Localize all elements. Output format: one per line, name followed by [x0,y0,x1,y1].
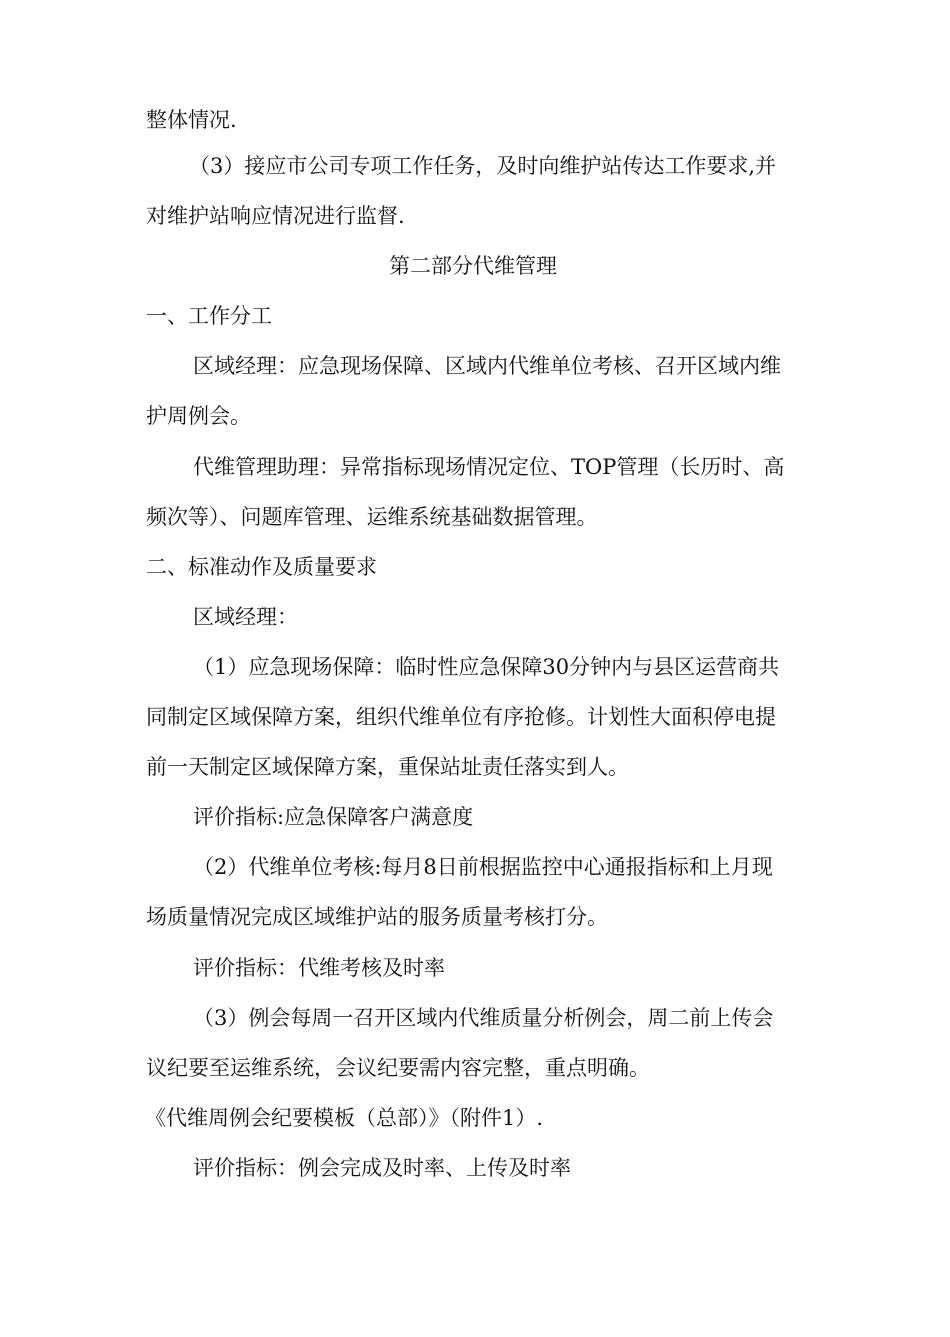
text-line: 评价指标：例会完成及时率、上传及时率 [193,1156,571,1180]
subsection-heading: 一、工作分工 [146,304,272,328]
text-line: 整体情况. [146,108,237,132]
text-line: 评价指标:应急保障客户满意度 [193,805,474,829]
text-line: 评价指标：代维考核及时率 [193,956,445,980]
text-line: （3）例会每周一召开区域内代维质量分析例会，周二前上传会 [193,1006,774,1030]
section-heading: 第二部分代维管理 [389,254,557,278]
subsection-heading: 二、标准动作及质量要求 [146,555,377,579]
text-line: 对维护站响应情况进行监督. [146,204,405,228]
text-line: （2）代维单位考核:每月8日前根据监控中心通报指标和上月现 [193,855,773,879]
text-line: 场质量情况完成区域维护站的服务质量考核打分。 [146,905,608,929]
text-line: （1）应急现场保障：临时性应急保障30分钟内与县区运营商共 [193,655,780,679]
text-line: 区域经理： [193,605,298,629]
text-line: 前一天制定区域保障方案，重保站址责任落实到人。 [146,755,629,779]
text-line: 频次等）、问题库管理、运维系统基础数据管理。 [146,505,598,529]
text-line: 护周例会。 [146,404,251,428]
text-line: 区域经理：应急现场保障、区域内代维单位考核、召开区域内维 [193,354,781,378]
text-line: （3）接应市公司专项工作任务，及时向维护站传达工作要求,并 [189,154,777,178]
text-line: 议纪要至运维系统，会议纪要需内容完整，重点明确。 [146,1056,650,1080]
text-line: 同制定区域保障方案，组织代维单位有序抢修。计划性大面积停电提 [146,705,776,729]
text-line: 《代维周例会纪要模板（总部）》（附件1）. [145,1106,544,1130]
text-line: 代维管理助理：异常指标现场情况定位、TOP管理（长历时、高 [193,455,785,479]
